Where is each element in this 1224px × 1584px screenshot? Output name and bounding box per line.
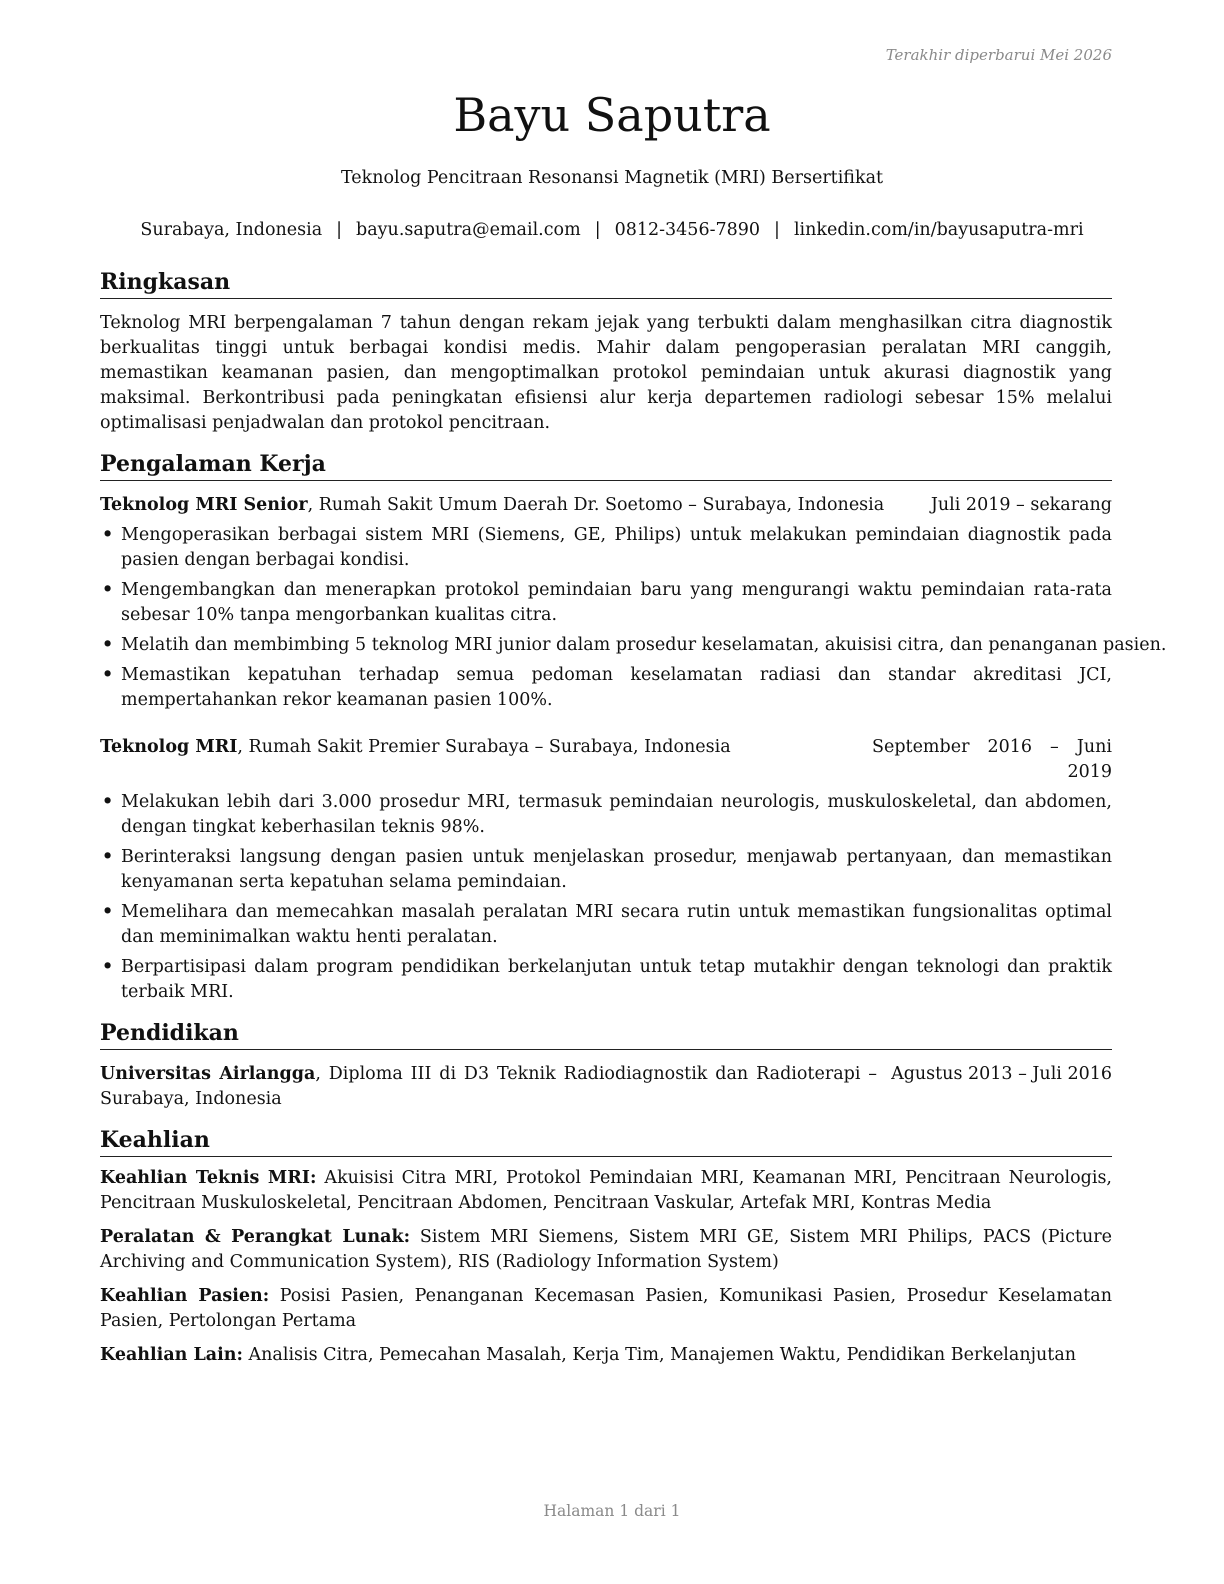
job-bullet: • Berpartisipasi dalam program pendidikan berkelanjutan untuk tetap mutakhir dengan teknologi dan praktik terbaik MRI.	[100, 955, 1112, 1005]
job-bullets	[100, 523, 1167, 713]
skills-title: Keahlian	[100, 1126, 1112, 1157]
job-title-line	[100, 735, 872, 785]
job-bullets	[100, 790, 1112, 1005]
contact-line	[0, 220, 1224, 240]
skill-text: Sistem MRI Siemens, Sistem MRI GE, Sistem MRI Philips, PACS (Picture Archiving and Communication System), RIS (Radiology Information System)	[100, 1227, 1112, 1272]
last-updated: Terakhir diperbarui Mei 2026	[885, 46, 1112, 64]
skill-label: Keahlian Lain:	[100, 1345, 243, 1365]
summary-section	[100, 268, 1112, 436]
job-employer: , Rumah Sakit Premier Surabaya – Surabaya, Indonesia	[237, 737, 731, 757]
education-entry	[100, 1062, 1112, 1112]
education-section	[100, 1019, 1112, 1112]
skills-section	[100, 1126, 1112, 1368]
job-bullet: • Melatih dan membimbing 5 teknolog MRI junior dalam prosedur keselamatan, akuisisi citra, dan penanganan pasien.	[100, 633, 1112, 658]
skill-text: Akuisisi Citra MRI, Protokol Pemindaian MRI, Keamanan MRI, Pencitraan Neurologis, Pencitraan Muskuloskeletal, Pencitraan Abdomen, Pencitraan Vaskular, Artefak MRI, Kontras Media	[100, 1168, 1112, 1213]
job-employer: , Rumah Sakit Umum Daerah Dr. Soetomo – Surabaya, Indonesia	[307, 495, 885, 515]
job-dates: September 2016 – Juni 2019	[872, 737, 1112, 782]
job-header	[100, 735, 1112, 785]
contact-email[interactable]: bayu.saputra@email.com	[356, 220, 581, 240]
job-dates: Juli 2019 – sekarang	[930, 495, 1112, 515]
summary-text: Teknolog MRI berpengalaman 7 tahun dengan rekam jejak yang terbukti dalam menghasilkan citra diagnostik berkualitas tinggi untuk berbagai kondisi medis. Mahir dalam pengoperasian peralatan MRI canggih, memastikan keamanan pasien, dan mengoptimalkan protokol pemindaian untuk akurasi diagnostik yang maksimal. Berkontribusi pada peningkatan efisiensi alur kerja departemen radiologi sebesar 15% melalui optimalisasi penjadwalan dan protokol pencitraan.	[100, 313, 1112, 433]
contact-separator: |	[774, 220, 780, 240]
job-position: Teknolog MRI Senior	[100, 495, 308, 515]
skill-row	[100, 1225, 1112, 1275]
job-header	[100, 493, 1112, 518]
page-number: Halaman 1 dari 1	[543, 1502, 681, 1520]
job-bullet: • Berinteraksi langsung dengan pasien untuk menjelaskan prosedur, menjawab pertanyaan, dan memastikan kenyamanan serta kepatuhan selama pemindaian.	[100, 845, 1112, 895]
skill-label: Keahlian Pasien:	[100, 1286, 270, 1306]
summary-title: Ringkasan	[100, 268, 1112, 299]
education-line	[100, 1062, 891, 1112]
contact-phone: 0812-3456-7890	[614, 220, 761, 240]
skill-label: Peralatan & Perangkat Lunak:	[100, 1227, 411, 1247]
job-bullet: • Memastikan kepatuhan terhadap semua pedoman keselamatan radiasi dan standar akreditasi JCI, mempertahankan rekor keamanan pasien 100%.	[100, 663, 1112, 713]
job-bullet: • Mengoperasikan berbagai sistem MRI (Siemens, GE, Philips) untuk melakukan pemindaian diagnostik pada pasien dengan berbagai kondisi.	[100, 523, 1112, 573]
job-bullet: • Melakukan lebih dari 3.000 prosedur MRI, termasuk pemindaian neurologis, muskuloskeletal, dan abdomen, dengan tingkat keberhasilan teknis 98%.	[100, 790, 1112, 840]
education-dates: Agustus 2013 – Juli 2016	[891, 1064, 1112, 1084]
contact-separator: |	[336, 220, 343, 240]
skill-row	[100, 1343, 1112, 1368]
skill-text: Analisis Citra, Pemecahan Masalah, Kerja Tim, Manajemen Waktu, Pendidikan Berkelanjutan	[242, 1345, 1077, 1365]
education-title: Pendidikan	[100, 1019, 1112, 1050]
skill-row	[100, 1284, 1112, 1334]
job-entry	[100, 735, 1112, 1005]
job-entry	[100, 493, 1167, 713]
experience-section	[100, 450, 1167, 1005]
experience-title: Pengalaman Kerja	[100, 450, 1112, 481]
contact-linkedin[interactable]: linkedin.com/in/bayusaputra-mri	[793, 220, 1084, 240]
candidate-role: Teknolog Pencitraan Resonansi Magnetik (MRI) Bersertifikat	[340, 168, 884, 188]
skill-text: Posisi Pasien, Penanganan Kecemasan Pasien, Komunikasi Pasien, Prosedur Keselamatan Pasien, Pertolongan Pertama	[100, 1286, 1112, 1331]
education-school: Universitas Airlangga	[100, 1064, 316, 1084]
job-bullet: • Mengembangkan dan menerapkan protokol pemindaian baru yang mengurangi waktu pemindaian rata-rata sebesar 10% tanpa mengorbankan kualitas citra.	[100, 578, 1112, 628]
job-position: Teknolog MRI	[100, 737, 238, 757]
skill-label: Keahlian Teknis MRI:	[100, 1168, 317, 1188]
contact-separator: |	[594, 220, 601, 240]
skill-row	[100, 1166, 1112, 1216]
candidate-name: Bayu Saputra	[453, 88, 771, 142]
job-title-line	[100, 493, 931, 518]
education-detail: , Diploma III di D3 Teknik Radiodiagnostik dan Radioterapi – Surabaya, Indonesia	[100, 1064, 878, 1109]
job-bullet: • Memelihara dan memecahkan masalah peralatan MRI secara rutin untuk memastikan fungsionalitas optimal dan meminimalkan waktu henti peralatan.	[100, 900, 1112, 950]
contact-location: Surabaya, Indonesia	[140, 220, 323, 240]
resume-content	[100, 268, 1167, 1368]
